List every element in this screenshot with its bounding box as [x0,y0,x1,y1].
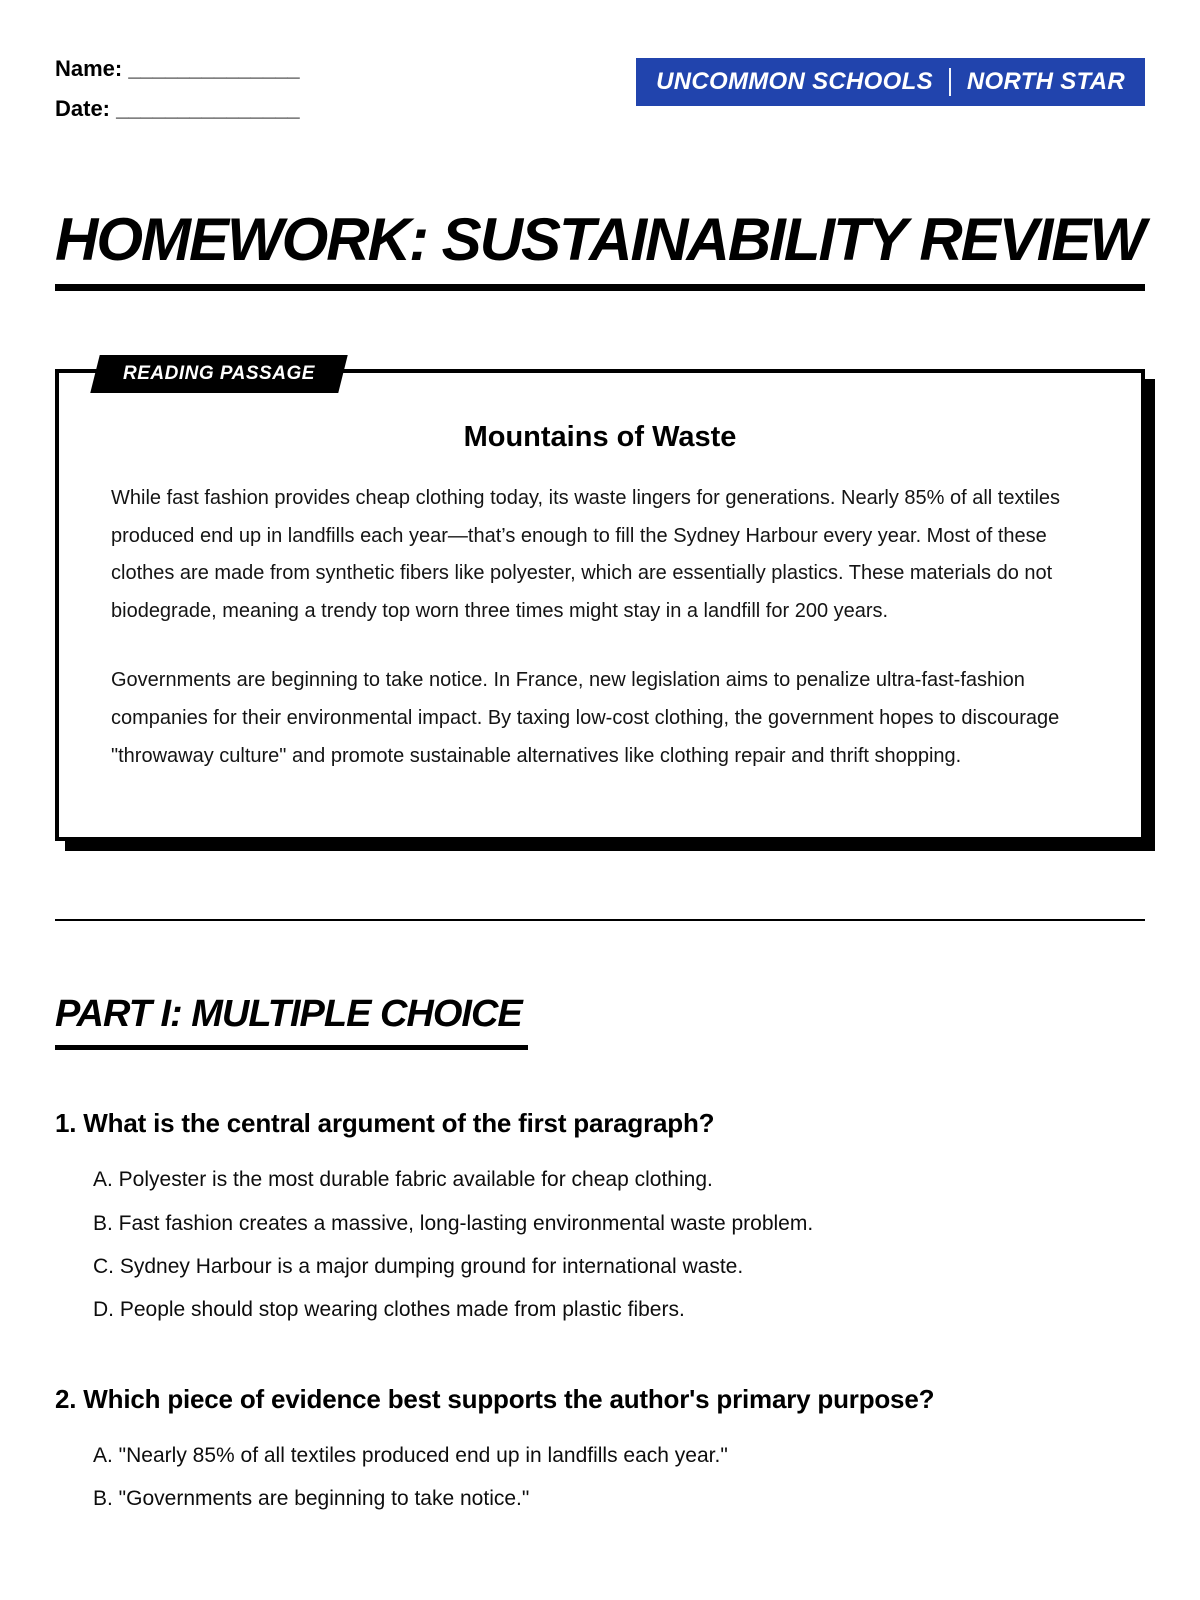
question-1-choices [55,1165,1145,1326]
question-1 [55,1108,1145,1326]
name-date-block [55,58,300,138]
reading-passage-box [55,363,1145,841]
choice-item: A. "Nearly 85% of all textiles produced end up in landfills each year." [93,1443,728,1467]
question-2-title: 2. Which piece of evidence best supports the author's primary purpose? [55,1383,935,1414]
question-2-choices [55,1441,1145,1515]
passage-title: Mountains of Waste [463,421,737,453]
title-underline [55,284,1145,291]
part1-heading: PART I: MULTIPLE CHOICE [55,993,528,1050]
header [55,58,1145,138]
choice-item: A. Polyester is the most durable fabric available for cheap clothing. [93,1168,713,1192]
banner-divider [949,68,951,96]
choice-item: B. Fast fashion creates a massive, long-lasting environmental waste problem. [93,1211,814,1235]
page-title: HOMEWORK: SUSTAINABILITY REVIEW [55,206,1145,273]
passage-paragraph-2: Governments are beginning to take notice. In France, new legislation aims to penalize ultra-fast-fashion companies for their environmental impact. By taxing low-cost clothing, the government hopes to discourage "throwaway culture" and promote sustainable alternatives like clothing repair and thrift shopping. [111,669,1060,767]
reading-passage-section [55,363,1145,841]
date-field [55,98,300,120]
banner-school-name: UNCOMMON SCHOOLS [656,68,933,95]
passage-content [59,373,1141,837]
date-label: Date: [55,96,111,121]
date-blank: _______________ [116,96,300,121]
reading-passage-tab-label: READING PASSAGE [123,363,315,384]
name-blank: ______________ [128,56,300,81]
name-field [55,58,300,80]
banner-campus-name: NORTH STAR [966,68,1125,95]
choice-item: D. People should stop wearing clothes made from plastic fibers. [93,1298,685,1322]
passage-paragraph-1: While fast fashion provides cheap clothing today, its waste lingers for generations. Nearly 85% of all textiles produced end up in landfills each year—that’s enough to fill the Sydney Harbour every year. Most of these clothes are made from synthetic fibers like polyester, which are essentially plastics. These materials do not biodegrade, meaning a trendy top worn three times might stay in a landfill for 200 years. [111,487,1061,622]
choice-item: C. Sydney Harbour is a major dumping ground for international waste. [93,1255,744,1279]
reading-passage-tab [90,355,347,393]
school-banner [636,58,1145,106]
name-label: Name: [55,56,123,81]
choice-item: B. "Governments are beginning to take notice." [93,1487,530,1511]
question-2 [55,1384,1145,1515]
question-1-title: 1. What is the central argument of the first paragraph? [55,1108,715,1139]
